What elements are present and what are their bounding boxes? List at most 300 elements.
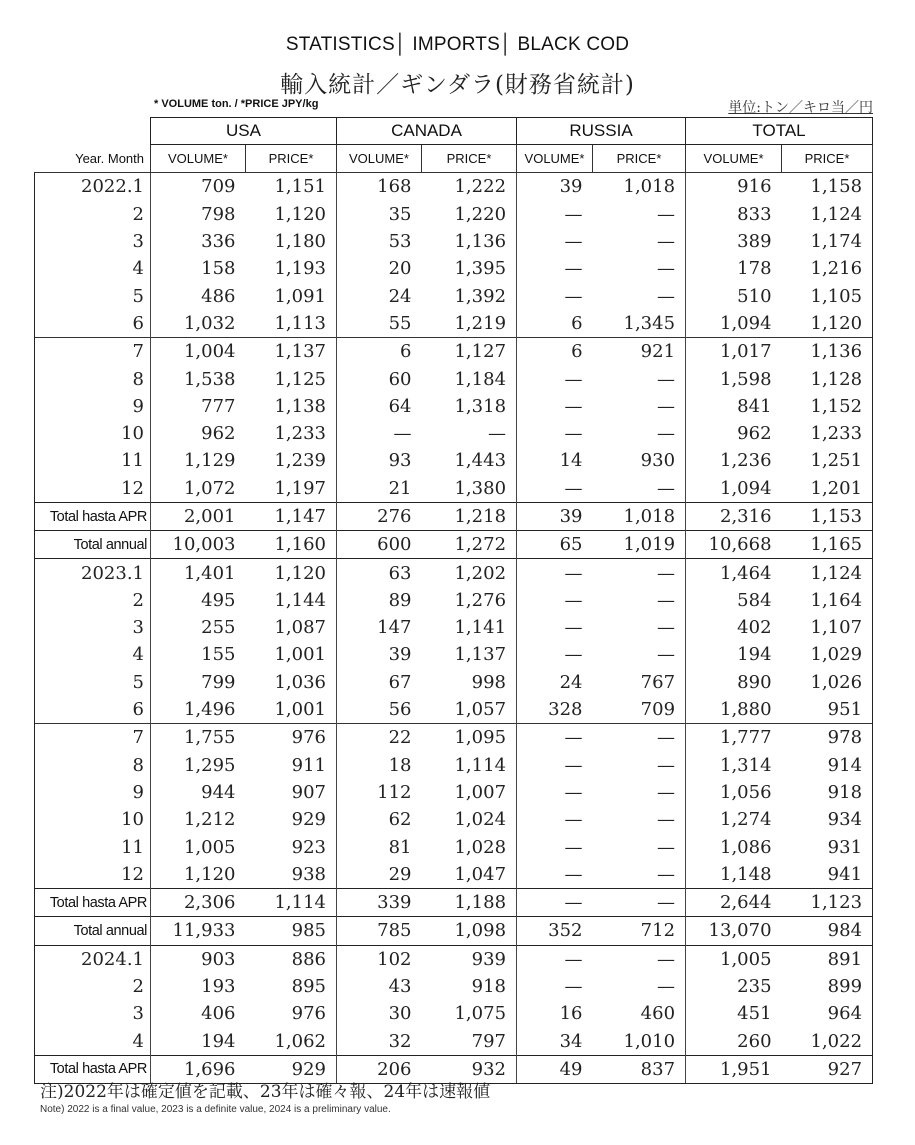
cell-can-p: 1,443 [422, 447, 517, 474]
cell-rus-p: 1,018 [593, 173, 686, 201]
table-row [35, 228, 873, 255]
cell-tot-p: 927 [782, 1055, 873, 1083]
row-label: 3 [35, 228, 151, 255]
cell-rus-v: 49 [517, 1055, 593, 1083]
cell-can-p: 918 [422, 973, 517, 1000]
row-label: 12 [35, 861, 151, 889]
cell-tot-v: 890 [737, 671, 772, 693]
cell-tot-v: 2,644 [686, 889, 782, 917]
table-row [35, 669, 873, 696]
cell-usa-v: 777 [201, 395, 236, 417]
cell-tot-v: 1,274 [720, 809, 772, 831]
cell-usa-p: 976 [246, 724, 337, 752]
cell-rus-p: 1,018 [593, 502, 686, 530]
cell-usa-v: 799 [201, 671, 236, 693]
cell-can-p: 998 [422, 669, 517, 696]
cell-tot-p: 1,107 [782, 614, 873, 641]
cell-can-p: 939 [422, 945, 517, 973]
cell-usa-p: 938 [246, 861, 337, 889]
cell-tot-p: 978 [782, 724, 873, 752]
cell-rus-v: — [564, 423, 583, 445]
cell-tot-p: 891 [782, 945, 873, 973]
cell-can-p: 1,392 [422, 282, 517, 309]
cell-usa-p: 911 [246, 752, 337, 779]
row-label: 7 [35, 338, 151, 366]
cell-tot-p: 1,123 [782, 889, 873, 917]
cell-can-v: 60 [388, 368, 412, 390]
cell-tot-p: 1,164 [782, 587, 873, 614]
cell-rus-p: — [593, 724, 686, 752]
cell-can-v: 339 [337, 889, 422, 917]
cell-rus-p: — [593, 587, 686, 614]
cell-can-p: 1,137 [422, 641, 517, 668]
table-row [35, 973, 873, 1000]
cell-rus-p: 1,019 [593, 531, 686, 559]
cell-rus-v: 6 [571, 312, 583, 334]
cell-usa-p: 1,001 [246, 696, 337, 724]
cell-rus-v: — [564, 589, 583, 611]
cell-rus-v: — [517, 889, 593, 917]
cell-usa-p: 929 [246, 806, 337, 833]
row-label: 11 [35, 833, 151, 860]
cell-tot-p: 1,124 [782, 201, 873, 228]
cell-usa-v: 1,005 [183, 836, 236, 858]
cell-rus-p: — [593, 779, 686, 806]
table-row [35, 696, 873, 724]
cell-usa-v: 155 [201, 644, 236, 666]
cell-usa-p: 1,114 [246, 889, 337, 917]
cell-rus-p: 709 [593, 696, 686, 724]
footnote-english: Note) 2022 is a final value, 2023 is a definite value, 2024 is a preliminary value. [40, 1104, 391, 1115]
cell-can-p: 1,136 [422, 228, 517, 255]
row-label: 8 [35, 365, 151, 392]
cell-can-v: 29 [388, 863, 412, 885]
cell-usa-v: 798 [201, 203, 236, 225]
cell-tot-v: 916 [737, 176, 772, 198]
cell-rus-p: — [593, 889, 686, 917]
row-label: 9 [35, 393, 151, 420]
cell-tot-v: 2,316 [686, 502, 782, 530]
table-row [35, 806, 873, 833]
row-label: 7 [35, 724, 151, 752]
cell-rus-v: 6 [517, 338, 593, 366]
cell-tot-p: 1,152 [782, 393, 873, 420]
cell-usa-v: 944 [201, 781, 236, 803]
cell-can-p: 1,007 [422, 779, 517, 806]
cell-usa-v: 903 [151, 945, 246, 973]
cell-rus-p: — [593, 833, 686, 860]
cell-tot-p: 1,120 [782, 310, 873, 338]
cell-rus-p: — [593, 641, 686, 668]
table-row [35, 641, 873, 668]
cell-rus-p: 712 [593, 917, 686, 945]
cell-tot-v: 1,951 [686, 1055, 782, 1083]
cell-can-v: 39 [388, 644, 412, 666]
cell-can-v: 32 [388, 1030, 412, 1052]
row-label: 5 [35, 669, 151, 696]
cell-rus-v: — [517, 945, 593, 973]
header-usa-price: PRICE* [246, 145, 337, 173]
cell-rus-p: — [593, 973, 686, 1000]
cell-can-v: 600 [337, 531, 422, 559]
row-label: 9 [35, 779, 151, 806]
cell-rus-p: — [593, 228, 686, 255]
cell-usa-p: 1,036 [246, 669, 337, 696]
cell-can-p: 1,188 [422, 889, 517, 917]
row-label: 10 [35, 806, 151, 833]
row-label: 4 [35, 641, 151, 668]
cell-rus-p: — [593, 861, 686, 889]
cell-rus-v: — [564, 836, 583, 858]
cell-tot-v: 1,314 [720, 754, 772, 776]
cell-tot-v: 962 [737, 423, 772, 445]
cell-tot-p: 984 [782, 917, 873, 945]
cell-can-v: 102 [337, 945, 422, 973]
cell-tot-p: 1,158 [782, 173, 873, 201]
cell-usa-v: 1,696 [151, 1055, 246, 1083]
cell-usa-v: 336 [201, 231, 236, 253]
cell-tot-v: 10,668 [686, 531, 782, 559]
table-row [35, 255, 873, 282]
row-label: 4 [35, 1028, 151, 1056]
cell-tot-p: 1,029 [782, 641, 873, 668]
cell-usa-v: 2,306 [151, 889, 246, 917]
table-row [35, 917, 873, 945]
cell-usa-v: 1,295 [183, 754, 236, 776]
cell-rus-p: — [593, 255, 686, 282]
cell-can-p: 1,276 [422, 587, 517, 614]
cell-can-v: 35 [388, 203, 412, 225]
cell-rus-v: 24 [559, 671, 583, 693]
cell-tot-p: 934 [782, 806, 873, 833]
table-body [35, 173, 873, 1084]
cell-tot-v: 510 [737, 285, 772, 307]
cell-can-p: 1,095 [422, 724, 517, 752]
cell-can-p: 932 [422, 1055, 517, 1083]
cell-usa-p: 895 [246, 973, 337, 1000]
table-row [35, 201, 873, 228]
header-usa: USA [151, 118, 337, 145]
cell-rus-v: — [564, 644, 583, 666]
table-row [35, 559, 873, 587]
cell-can-p: 1,098 [422, 917, 517, 945]
cell-usa-v: 1,120 [183, 863, 236, 885]
cell-rus-v: — [564, 809, 583, 831]
cell-usa-v: 158 [201, 258, 236, 280]
cell-tot-p: 1,136 [782, 338, 873, 366]
cell-rus-p: — [593, 201, 686, 228]
cell-tot-p: 899 [782, 973, 873, 1000]
cell-tot-p: 1,128 [782, 365, 873, 392]
row-label: 2 [35, 201, 151, 228]
cell-usa-v: 1,496 [183, 699, 236, 721]
cell-can-p: 1,024 [422, 806, 517, 833]
cell-usa-p: 1,138 [246, 393, 337, 420]
cell-rus-v: — [564, 863, 583, 885]
table-row [35, 475, 873, 503]
row-label: 2024.1 [35, 945, 151, 973]
cell-can-v: 206 [337, 1055, 422, 1083]
cell-tot-v: 1,148 [720, 863, 772, 885]
cell-tot-p: 931 [782, 833, 873, 860]
cell-usa-v: 495 [201, 589, 236, 611]
cell-can-p: 1,272 [422, 531, 517, 559]
cell-can-v: 53 [388, 231, 412, 253]
cell-tot-p: 1,216 [782, 255, 873, 282]
row-label: 11 [35, 447, 151, 474]
cell-rus-p: — [593, 559, 686, 587]
cell-usa-p: 886 [246, 945, 337, 973]
cell-can-p: 1,057 [422, 696, 517, 724]
cell-usa-p: 1,120 [246, 201, 337, 228]
cell-usa-p: 1,113 [246, 310, 337, 338]
table-row [35, 861, 873, 889]
cell-tot-v: 1,236 [720, 450, 772, 472]
cell-usa-v: 1,004 [151, 338, 246, 366]
cell-usa-v: 962 [201, 423, 236, 445]
row-label: 3 [35, 1000, 151, 1027]
cell-usa-v: 1,032 [183, 312, 236, 334]
cell-usa-v: 1,212 [183, 809, 236, 831]
table-row [35, 365, 873, 392]
cell-usa-v: 10,003 [151, 531, 246, 559]
cell-can-v: 56 [388, 699, 412, 721]
row-label: 2 [35, 587, 151, 614]
cell-rus-p: — [593, 475, 686, 503]
row-label: 12 [35, 475, 151, 503]
cell-can-v: 276 [337, 502, 422, 530]
cell-can-v: 22 [337, 724, 422, 752]
cell-rus-v: 65 [517, 531, 593, 559]
cell-rus-v: — [564, 754, 583, 776]
table-row [35, 614, 873, 641]
cell-can-v: — [393, 423, 412, 445]
cell-tot-v: 1,464 [686, 559, 782, 587]
cell-tot-p: 1,026 [782, 669, 873, 696]
cell-rus-p: 837 [593, 1055, 686, 1083]
cell-can-v: 18 [388, 754, 412, 776]
cell-usa-p: 1,120 [246, 559, 337, 587]
cell-can-p: 1,380 [422, 475, 517, 503]
header-canada-volume: VOLUME* [337, 145, 422, 173]
cell-tot-v: 833 [737, 203, 772, 225]
cell-rus-p: — [593, 614, 686, 641]
row-label: 2023.1 [35, 559, 151, 587]
row-label: 5 [35, 282, 151, 309]
table-row [35, 889, 873, 917]
cell-usa-p: 1,087 [246, 614, 337, 641]
cell-can-p: 797 [422, 1028, 517, 1056]
cell-can-v: 6 [337, 338, 422, 366]
cell-tot-v: 1,056 [720, 781, 772, 803]
table-row [35, 587, 873, 614]
imports-table-wrapper [34, 117, 872, 1084]
cell-can-v: 43 [388, 976, 412, 998]
cell-tot-p: 1,251 [782, 447, 873, 474]
cell-rus-v: 34 [559, 1030, 583, 1052]
cell-can-v: 24 [388, 285, 412, 307]
cell-usa-p: 1,001 [246, 641, 337, 668]
cell-usa-v: 486 [201, 285, 236, 307]
cell-usa-v: 11,933 [151, 917, 246, 945]
cell-rus-v: — [564, 368, 583, 390]
cell-tot-v: 178 [737, 258, 772, 280]
cell-can-p: 1,047 [422, 861, 517, 889]
cell-usa-p: 1,180 [246, 228, 337, 255]
cell-rus-p: 767 [593, 669, 686, 696]
cell-rus-v: 16 [559, 1003, 583, 1025]
cell-tot-v: 389 [737, 231, 772, 253]
cell-tot-p: 1,105 [782, 282, 873, 309]
cell-usa-p: 1,193 [246, 255, 337, 282]
cell-tot-v: 194 [737, 644, 772, 666]
cell-can-v: 785 [337, 917, 422, 945]
cell-usa-v: 2,001 [151, 502, 246, 530]
cell-tot-p: 1,174 [782, 228, 873, 255]
header-canada: CANADA [337, 118, 517, 145]
cell-tot-p: 918 [782, 779, 873, 806]
cell-usa-p: 1,239 [246, 447, 337, 474]
cell-usa-p: 1,062 [246, 1028, 337, 1056]
row-label: 4 [35, 255, 151, 282]
row-label: Total hasta APR [35, 502, 151, 530]
cell-rus-v: — [564, 781, 583, 803]
unit-label: 単位:トン／キロ当／円 [728, 100, 873, 116]
header-usa-volume: VOLUME* [151, 145, 246, 173]
cell-can-v: 20 [388, 258, 412, 280]
row-label: 2022.1 [35, 173, 151, 201]
cell-tot-v: 1,880 [720, 699, 772, 721]
cell-usa-v: 406 [201, 1003, 236, 1025]
page-title: STATISTICS│ IMPORTS│ BLACK COD [285, 34, 630, 55]
cell-rus-p: 921 [593, 338, 686, 366]
cell-can-v: 55 [388, 312, 412, 334]
cell-tot-p: 941 [782, 861, 873, 889]
cell-usa-p: 1,137 [246, 338, 337, 366]
cell-tot-p: 1,233 [782, 420, 873, 447]
table-row [35, 531, 873, 559]
cell-can-p: 1,222 [422, 173, 517, 201]
cell-rus-p: — [593, 282, 686, 309]
row-label: 3 [35, 614, 151, 641]
cell-rus-v: — [517, 724, 593, 752]
table-row [35, 752, 873, 779]
cell-rus-v: 39 [559, 176, 583, 198]
cell-tot-p: 1,201 [782, 475, 873, 503]
cell-tot-p: 1,165 [782, 531, 873, 559]
cell-can-p: 1,127 [422, 338, 517, 366]
cell-tot-v: 451 [737, 1003, 772, 1025]
header-canada-price: PRICE* [422, 145, 517, 173]
japanese-title: 輸入統計／ギンダラ(財務省統計) [280, 72, 635, 98]
cell-usa-p: 907 [246, 779, 337, 806]
table-row [35, 173, 873, 201]
header-total: TOTAL [686, 118, 873, 145]
cell-tot-p: 1,124 [782, 559, 873, 587]
cell-can-v: 67 [388, 671, 412, 693]
row-label: 6 [35, 310, 151, 338]
cell-tot-v: 841 [737, 395, 772, 417]
cell-can-p: 1,220 [422, 201, 517, 228]
header-year-month: Year. Month [35, 145, 151, 173]
table-row [35, 945, 873, 973]
cell-can-p: 1,202 [422, 559, 517, 587]
cell-rus-v: — [564, 976, 583, 998]
cell-rus-v: — [564, 203, 583, 225]
cell-can-p: 1,218 [422, 502, 517, 530]
cell-rus-p: 1,010 [593, 1028, 686, 1056]
header-blank [35, 118, 151, 145]
cell-can-v: 89 [388, 589, 412, 611]
cell-can-v: 64 [388, 395, 412, 417]
cell-can-p: 1,075 [422, 1000, 517, 1027]
table-row [35, 724, 873, 752]
cell-can-p: 1,114 [422, 752, 517, 779]
table-row [35, 282, 873, 309]
row-label: 10 [35, 420, 151, 447]
cell-usa-p: 1,151 [246, 173, 337, 201]
cell-usa-v: 1,072 [183, 477, 236, 499]
cell-tot-v: 1,598 [720, 368, 772, 390]
cell-rus-p: — [593, 945, 686, 973]
cell-can-p: 1,028 [422, 833, 517, 860]
cell-rus-v: — [517, 559, 593, 587]
cell-tot-v: 1,777 [686, 724, 782, 752]
cell-usa-v: 709 [201, 176, 236, 198]
cell-can-p: 1,184 [422, 365, 517, 392]
cell-usa-p: 1,091 [246, 282, 337, 309]
cell-rus-v: 352 [517, 917, 593, 945]
cell-tot-p: 914 [782, 752, 873, 779]
cell-rus-v: 328 [548, 699, 583, 721]
header-total-volume: VOLUME* [686, 145, 782, 173]
cell-usa-p: 1,125 [246, 365, 337, 392]
cell-rus-p: — [593, 365, 686, 392]
cell-tot-v: 1,017 [686, 338, 782, 366]
table-row [35, 447, 873, 474]
cell-tot-v: 1,086 [720, 836, 772, 858]
cell-rus-p: — [593, 806, 686, 833]
row-label: Total hasta APR [35, 889, 151, 917]
cell-can-p: 1,141 [422, 614, 517, 641]
cell-usa-v: 1,538 [183, 368, 236, 390]
cell-rus-v: — [564, 285, 583, 307]
cell-tot-p: 964 [782, 1000, 873, 1027]
cell-usa-p: 976 [246, 1000, 337, 1027]
table-row [35, 779, 873, 806]
cell-usa-p: 1,160 [246, 531, 337, 559]
cell-can-v: 63 [337, 559, 422, 587]
cell-rus-v: — [564, 477, 583, 499]
cell-tot-v: 402 [737, 617, 772, 639]
header-total-price: PRICE* [782, 145, 873, 173]
cell-usa-v: 194 [201, 1030, 236, 1052]
cell-usa-v: 193 [201, 976, 236, 998]
row-label: Total hasta APR [35, 1055, 151, 1083]
cell-tot-v: 1,005 [686, 945, 782, 973]
cell-can-p: 1,395 [422, 255, 517, 282]
cell-usa-p: 1,197 [246, 475, 337, 503]
row-label: 8 [35, 752, 151, 779]
cell-can-v: 147 [377, 617, 412, 639]
cell-tot-v: 584 [737, 589, 772, 611]
cell-tot-v: 260 [737, 1030, 772, 1052]
cell-rus-p: 930 [593, 447, 686, 474]
cell-tot-p: 951 [782, 696, 873, 724]
cell-tot-v: 1,094 [720, 312, 772, 334]
cell-rus-p: — [593, 393, 686, 420]
cell-can-v: 62 [388, 809, 412, 831]
